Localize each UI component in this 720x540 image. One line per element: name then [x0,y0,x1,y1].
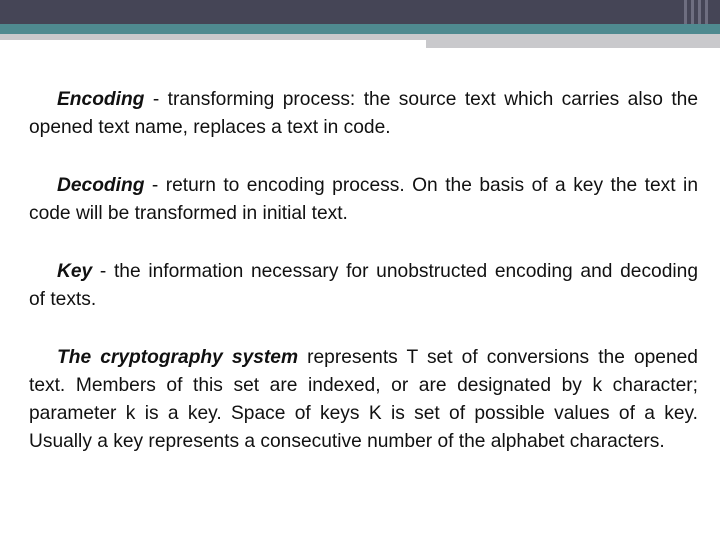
definition-text-encoding: - transforming process: the source text which carries also the opened text name, replaces a text in code. [29,89,698,138]
slide-body [29,86,698,486]
definition-encoding [29,86,698,142]
definition-key [29,258,698,314]
term-key: Key [57,261,93,282]
header-bar [0,0,720,24]
definition-text-decoding: - return to encoding process. On the basis of a key the text in code will be transformed in initial text. [29,175,698,224]
header-accent-band [0,24,720,34]
definition-decoding [29,172,698,228]
term-decoding: Decoding [57,175,145,196]
header-gray-strip-right [426,34,720,48]
definition-text-cryptography-system: represents T set of conversions the opened text. Members of this set are indexed, or are designated by k character; parameter k is a key. Space of keys K is set of possible values of a key. Usually a key represents a consecutive number of the alphabet characters. [29,347,698,452]
definition-cryptography-system [29,344,698,456]
term-cryptography-system: The cryptography system [57,347,299,368]
definition-text-key: - the information necessary for unobstructed encoding and decoding of texts. [29,261,698,310]
header-gray-strip-left [0,34,426,40]
header-stripes-decoration [680,0,720,24]
term-encoding: Encoding [57,89,145,110]
